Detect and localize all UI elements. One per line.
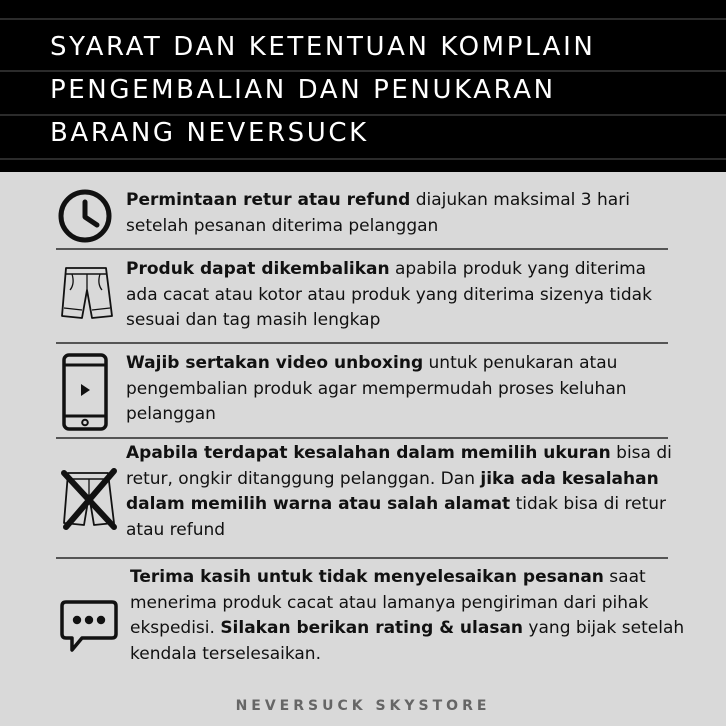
policy-text: [126, 257, 682, 334]
divider: [56, 437, 668, 439]
header-stripe: [0, 158, 726, 160]
policy-normal-2: yang bijak setelah kendala terselesaikan.: [130, 618, 685, 664]
phone-video-icon: [60, 352, 110, 436]
page-title: [50, 26, 710, 155]
policy-normal: saat menerima produk cacat atau lamanya pengiriman dari pihak ekspedisi.: [130, 567, 649, 638]
clock-icon: [56, 187, 114, 249]
policy-text: [126, 351, 682, 428]
policy-text: [126, 188, 682, 239]
footer-brand: NEVERSUCK SKYSTORE: [235, 698, 491, 714]
policy-text: [130, 565, 690, 667]
policy-bold: Apabila terdapat kesalahan dalam memilih ukuran: [126, 443, 611, 463]
policy-item-returnable-product: [56, 256, 668, 341]
divider: [56, 557, 668, 559]
policy-item-return-deadline: [56, 187, 668, 247]
shorts-crossed-icon: [58, 467, 120, 535]
title-line-1: SYARAT DAN KETENTUAN KOMPLAIN: [50, 32, 596, 62]
policy-normal: apabila produk yang diterima ada cacat atau kotor atau produk yang diterima sizenya tidak sesuai dan tag masih lengkap: [126, 259, 652, 330]
shorts-icon: [56, 262, 118, 328]
policy-bold: Permintaan retur atau refund: [126, 190, 411, 210]
divider: [56, 342, 668, 344]
policy-item-thank-you: [56, 564, 685, 676]
policy-item-unboxing-video: [56, 350, 668, 436]
policy-bold-2: Silakan berikan rating & ulasan: [220, 618, 524, 638]
header-stripe: [0, 18, 726, 20]
title-line-2: PENGEMBALIAN DAN PENUKARAN: [50, 75, 556, 105]
policy-bold: Produk dapat dikembalikan: [126, 259, 390, 279]
policy-bold: Wajib sertakan video unboxing: [126, 353, 424, 373]
policy-normal-2: tidak bisa di retur atau refund: [126, 494, 667, 540]
divider: [56, 248, 668, 250]
policy-normal: untuk penukaran atau pengembalian produk agar mempermudah proses keluhan pelanggan: [126, 353, 627, 424]
chat-bubble-icon: [58, 598, 120, 660]
policy-bold-2: jika ada kesalahan dalam memilih warna atau salah alamat: [126, 468, 659, 514]
policy-bold: Terima kasih untuk tidak menyelesaikan pesanan: [130, 567, 604, 587]
policy-normal: diajukan maksimal 3 hari setelah pesanan diterima pelanggan: [126, 190, 630, 236]
policy-text: [126, 441, 682, 543]
title-line-3: BARANG NEVERSUCK: [50, 118, 369, 148]
policy-normal: bisa di retur, ongkir ditanggung pelanggan. Dan: [126, 443, 672, 489]
policy-item-wrong-size: [56, 441, 672, 551]
header-banner: [0, 0, 726, 172]
